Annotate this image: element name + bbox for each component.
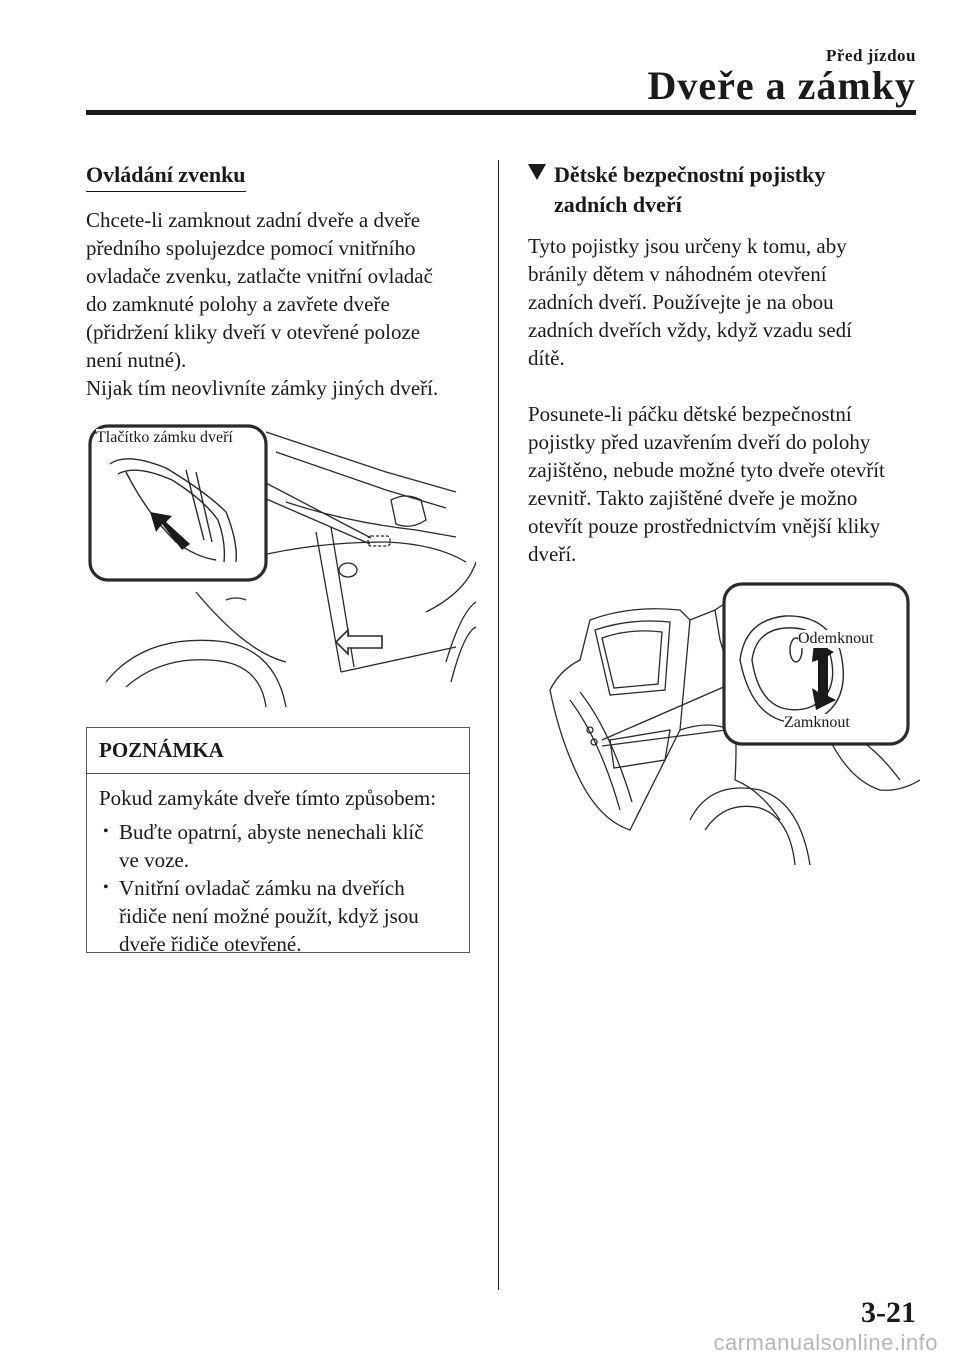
child-lock-paragraph-2: [528, 400, 918, 568]
door-lock-illustration: [86, 412, 476, 707]
left-column: [86, 160, 470, 402]
subheading-outside-operation: Ovládání zvenku: [86, 162, 246, 192]
text-line: Posunete-li páčku dětské bezpečnostní: [528, 402, 852, 426]
text-line: Chcete-li zamknout zadní dveře a dveře: [86, 208, 421, 232]
text-line: pojistky před uzavřením dveří do polohy: [528, 430, 871, 454]
text-line: dítě.: [528, 346, 565, 370]
page-number: 3-21: [861, 1296, 916, 1329]
text-line: dveří.: [528, 542, 577, 566]
text-line: dveře řidiče otevřené.: [119, 932, 302, 956]
column-divider: [498, 160, 499, 1290]
note-bullet-list: [99, 818, 457, 958]
text-line: bránily dětem v náhodném otevření: [528, 262, 827, 286]
text-line: otevřít pouze prostřednictvím vnější kliky: [528, 514, 881, 538]
child-lock-illustration: [540, 580, 920, 865]
right-column: [528, 160, 918, 568]
section-title: Dveře a zámky: [647, 63, 916, 108]
note-intro: Pokud zamykáte dveře tímto způsobem:: [99, 786, 437, 810]
text-line: není nutné).: [86, 348, 187, 372]
text-line: předního spolujezdce pomocí vnitřního: [86, 236, 416, 260]
text-line: zevnitř. Takto zajištěné dveře je možno: [528, 486, 858, 510]
text-line: (přidržení kliky dveří v otevřené poloze: [86, 320, 421, 344]
heading-line: zadních dveří: [554, 192, 682, 217]
watermark: carmanualsonline.info: [713, 1330, 938, 1355]
heading-line: Dětské bezpečnostní pojistky: [554, 162, 826, 187]
unlock-label: Odemknout: [798, 630, 874, 647]
text-line: Nijak tím neovlivníte zámky jiných dveří.: [86, 376, 439, 400]
note-bullet-item: [99, 874, 457, 958]
chapter-title: Před jízdou: [825, 46, 916, 65]
text-line: řidiče není možné použít, když jsou: [119, 904, 419, 928]
header-rule: [86, 110, 916, 115]
child-lock-figure: [540, 580, 920, 865]
text-line: zadních dveřích vždy, když vzadu sedí: [528, 318, 853, 342]
text-line: zadních dveří. Používejte je na obou: [528, 290, 834, 314]
text-line: Tyto pojistky jsou určeny k tomu, aby: [528, 234, 847, 258]
note-box: [86, 727, 470, 956]
triangle-marker-icon: [528, 164, 546, 180]
note-bullet-item: [99, 818, 457, 874]
child-lock-paragraph-1: [528, 232, 918, 372]
text-line: ve voze.: [119, 848, 189, 872]
text-line: zajištěno, nebude možné tyto dveře otevřít: [528, 458, 885, 482]
lock-button-label: Tlačítko zámku dveří: [96, 429, 233, 446]
lock-label: Zamknout: [784, 714, 850, 731]
text-line: do zamknuté polohy a zavřete dveře: [86, 292, 390, 316]
text-line: • Vnitřní ovladač zámku na dveřích: [119, 876, 405, 900]
note-body: [87, 774, 469, 968]
child-lock-heading: [528, 160, 918, 220]
text-line: ovladače zvenku, zatlačte vnitřní ovladač: [86, 264, 433, 288]
door-lock-figure: [86, 412, 476, 707]
note-title: POZNÁMKA: [87, 728, 469, 774]
outside-operation-paragraph: [86, 206, 470, 402]
text-line: • Buďte opatrní, abyste nenechali klíč: [119, 820, 424, 844]
